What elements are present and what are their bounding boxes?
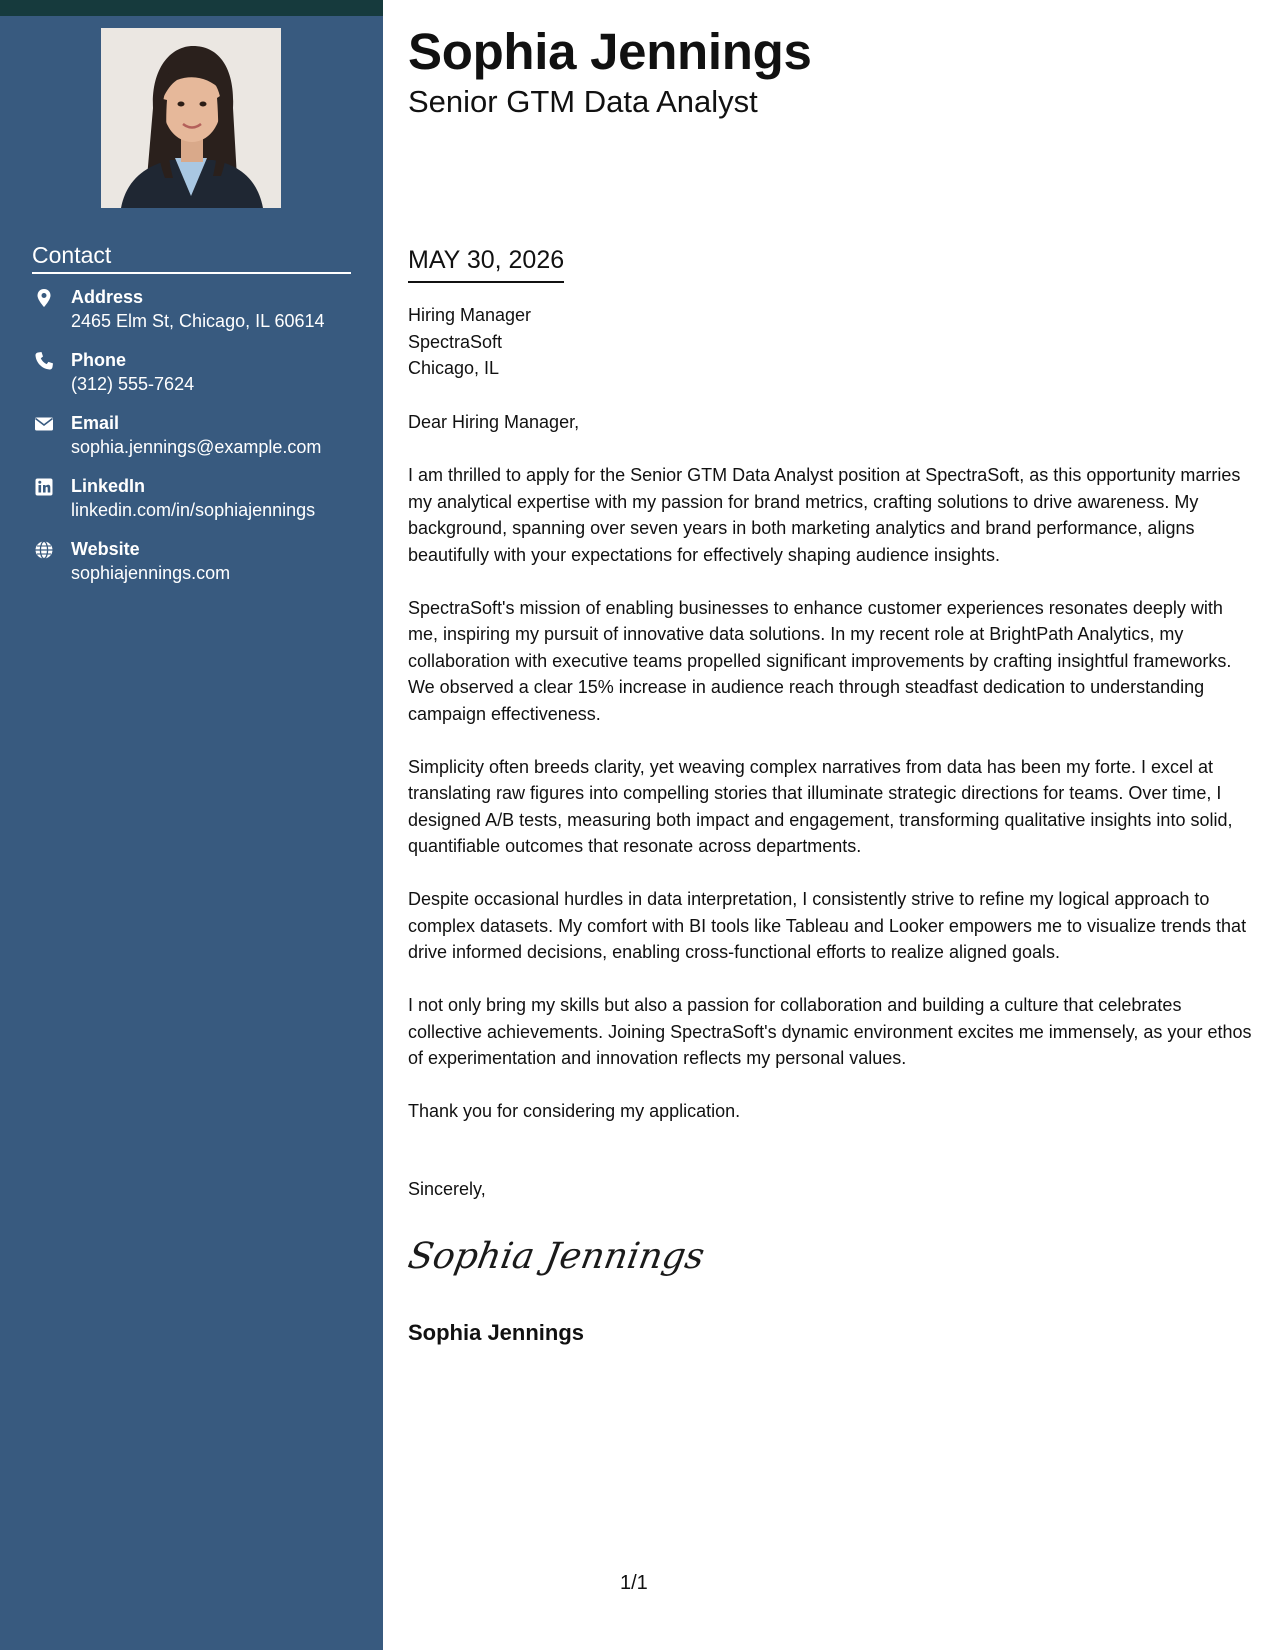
job-title: Senior GTM Data Analyst: [408, 84, 758, 119]
phone-icon: [34, 351, 54, 371]
recipient-line: Chicago, IL: [408, 358, 500, 378]
body-paragraph: Despite occasional hurdles in data interpretation, I consistently strive to refine my logical approach to complex datasets. My comfort with BI tools like Tableau and Looker empowers me to visualize trends that drive informed decisions, enabling cross-functional efforts to realize aligned goals.: [408, 889, 1247, 962]
letter-body: [408, 409, 1254, 1151]
recipient-block: [408, 302, 531, 382]
portrait-image: [101, 28, 281, 208]
contact-label: Phone: [71, 350, 127, 370]
phone-value[interactable]: (312) 555-7624: [71, 374, 195, 394]
email-link[interactable]: sophia.jennings@example.com: [71, 437, 322, 457]
handwritten-signature: [405, 1226, 708, 1286]
contact-heading: Contact: [32, 240, 351, 274]
contact-label: LinkedIn: [71, 476, 146, 496]
recipient-line: Hiring Manager: [408, 305, 532, 325]
website-link[interactable]: sophiajennings.com: [71, 563, 231, 583]
contact-item-address: [32, 286, 372, 349]
linkedin-link[interactable]: linkedin.com/in/sophiajennings: [71, 500, 316, 520]
recipient-line: SpectraSoft: [408, 331, 503, 352]
body-paragraph: SpectraSoft's mission of enabling businesses to enhance customer experiences resonates deeply with me, inspiring my pursuit of innovative data solutions. In my recent role at BrightPath Analytics, my collaboration with executive teams propelled significant improvements by crafting insightful frameworks. We observed a clear 15% increase in audience reach through steadfast dedication to understanding campaign effectiveness.: [408, 597, 1232, 724]
closing: Sincerely,: [408, 1179, 486, 1199]
contact-item-linkedin: [32, 475, 372, 538]
contact-label: Email: [71, 413, 120, 433]
letter-date: MAY 30, 2026: [408, 244, 564, 283]
envelope-icon: [34, 414, 54, 434]
address-value: 2465 Elm St, Chicago, IL 60614: [71, 311, 325, 331]
body-paragraph: I not only bring my skills but also a passion for collaboration and building a culture that celebrates collective achievements. Joining SpectraSoft's dynamic environment excites me immensely, as your ethos of experimentation and innovation reflects my personal values.: [408, 995, 1252, 1068]
contact-label: Address: [71, 287, 144, 307]
signed-name: Sophia Jennings: [408, 1320, 585, 1345]
map-pin-icon: [34, 288, 54, 308]
page-number: 1/1: [620, 1572, 648, 1594]
contact-item-phone: [32, 349, 372, 412]
profile-photo: [101, 28, 281, 208]
salutation: Dear Hiring Manager,: [408, 412, 580, 432]
body-paragraph: I am thrilled to apply for the Senior GTM Data Analyst position at SpectraSoft, as this opportunity marries my analytical expertise with my passion for brand metrics, crafting solutions to drive awareness. My background, spanning over seven years in both marketing analytics and brand performance, aligns beautifully with your expectations for effectively shaping audience insights.: [408, 465, 1241, 565]
signature-image: [405, 1226, 708, 1286]
thanks-line: Thank you for considering my application.: [408, 1101, 741, 1121]
body-paragraph: Simplicity often breeds clarity, yet weaving complex narratives from data has been my forte. I excel at translating raw figures into compelling stories that illuminate strategic directions for teams. Over time, I designed A/B tests, measuring both impact and engagement, transforming qualitative insights into solid, quantifiable outcomes that resonate across departments.: [408, 756, 1233, 856]
sidebar-top-bar: [0, 0, 383, 16]
globe-icon: [34, 540, 54, 560]
contact-item-email: [32, 412, 372, 475]
contact-list: [32, 286, 372, 601]
svg-text:Sophia Jennings: Sophia Jennings: [405, 1234, 708, 1277]
contact-label: Website: [71, 539, 140, 559]
sidebar: [0, 0, 383, 1650]
applicant-name: Sophia Jennings: [408, 23, 812, 80]
linkedin-icon: [34, 477, 54, 497]
contact-item-website: [32, 538, 372, 601]
